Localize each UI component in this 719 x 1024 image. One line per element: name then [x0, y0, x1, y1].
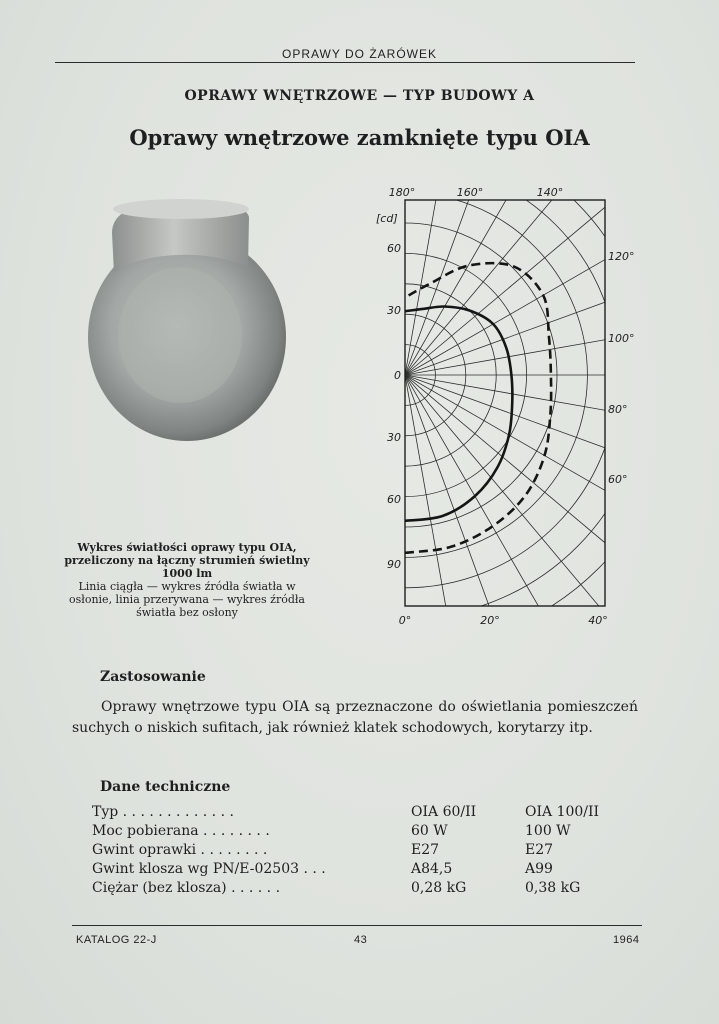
radial-label: 90	[387, 558, 401, 571]
chart-caption	[58, 541, 316, 619]
footer-catalog: KATALOG 22-J	[76, 934, 157, 946]
spec-value-100: 0,38 kG	[525, 880, 581, 896]
spec-label: Ciężar (bez klosza) . . . . . .	[92, 880, 281, 896]
usage-text: Oprawy wnętrzowe typu OIA są przeznaczone do oświetlania pomieszczeń suchych o niskich sufitach, jak również klatek schodowych, korytarzy itp.	[72, 699, 638, 736]
spec-value-60: 60 W	[411, 823, 448, 839]
angle-label: 180°	[388, 186, 416, 199]
radial-label: 30	[387, 431, 401, 444]
spec-value-60: 0,28 kG	[411, 880, 467, 896]
radial-label: 60	[387, 242, 401, 255]
grid-ray	[405, 375, 719, 512]
spec-value-100: E27	[525, 842, 554, 858]
grid-ray	[405, 375, 719, 575]
angle-label: 60°	[608, 473, 628, 486]
series-enclosed-lamp-curve	[405, 306, 512, 520]
grid-ray	[405, 375, 719, 444]
spec-label: Moc pobierana . . . . . . . .	[92, 823, 270, 839]
spec-value-60: E27	[411, 842, 440, 858]
grid-ray	[405, 175, 719, 375]
grid-ray	[405, 375, 662, 681]
footer-page-number: 43	[354, 934, 368, 946]
radial-label: 0	[394, 369, 401, 382]
polar-chart	[360, 182, 635, 630]
spec-value-100: A99	[525, 861, 553, 877]
spec-row	[92, 823, 632, 842]
running-head: OPRAWY DO ŻARÓWEK	[281, 47, 437, 61]
unit-label: [cd]	[376, 212, 398, 225]
grid-ray	[405, 69, 662, 375]
caption-text: Linia ciągła — wykres źródła światła w osłonie, linia przerywana — wykres źródła światła bez osłony	[69, 580, 305, 619]
bottom-label: 40°	[588, 614, 608, 627]
bottom-label: 20°	[480, 614, 500, 627]
lamp-photo	[84, 195, 290, 445]
spec-label: Gwint oprawki . . . . . . . .	[92, 842, 268, 858]
specs-heading: Dane techniczne	[100, 779, 231, 795]
angle-label: 80°	[608, 403, 628, 416]
grid-ray	[405, 375, 542, 751]
spec-row	[92, 861, 632, 880]
radial-label: 30	[387, 304, 401, 317]
spec-row	[92, 842, 632, 861]
spec-label: Typ . . . . . . . . . . . . .	[92, 804, 234, 820]
angle-label: 120°	[608, 250, 635, 263]
angle-label: 160°	[456, 186, 484, 199]
spec-value-60: OIA 60/II	[411, 804, 477, 820]
angle-label: 140°	[536, 186, 564, 199]
grid-ray	[405, 29, 605, 375]
grid-ray	[405, 375, 605, 721]
spec-row	[92, 804, 632, 823]
specs-table	[92, 804, 632, 899]
spec-value-60: A84,5	[411, 861, 453, 877]
footer-rule	[72, 925, 642, 926]
page-title: Oprawy wnętrzowe zamknięte typu OIA	[129, 125, 590, 150]
series-bare-lamp-curve	[405, 263, 551, 553]
caption-title: Wykres światłości oprawy typu OIA, przeliczony na łączny strumień świetlny 1000 lm	[64, 541, 310, 580]
spec-row	[92, 880, 632, 899]
angle-label: 100°	[608, 332, 635, 345]
spec-value-100: OIA 100/II	[525, 804, 600, 820]
footer-year: 1964	[613, 934, 640, 946]
header-rule	[55, 62, 635, 63]
usage-heading: Zastosowanie	[100, 669, 206, 685]
grid-ray	[405, 306, 719, 375]
bottom-label: 0°	[398, 614, 412, 627]
grid-ray	[405, 375, 711, 632]
spec-label: Gwint klosza wg PN/E-02503 . . .	[92, 861, 326, 877]
section-heading: OPRAWY WNĘTRZOWE — TYP BUDOWY A	[184, 88, 535, 104]
grid-ray	[405, 118, 711, 375]
spec-value-100: 100 W	[525, 823, 571, 839]
radial-label: 60	[387, 493, 401, 506]
